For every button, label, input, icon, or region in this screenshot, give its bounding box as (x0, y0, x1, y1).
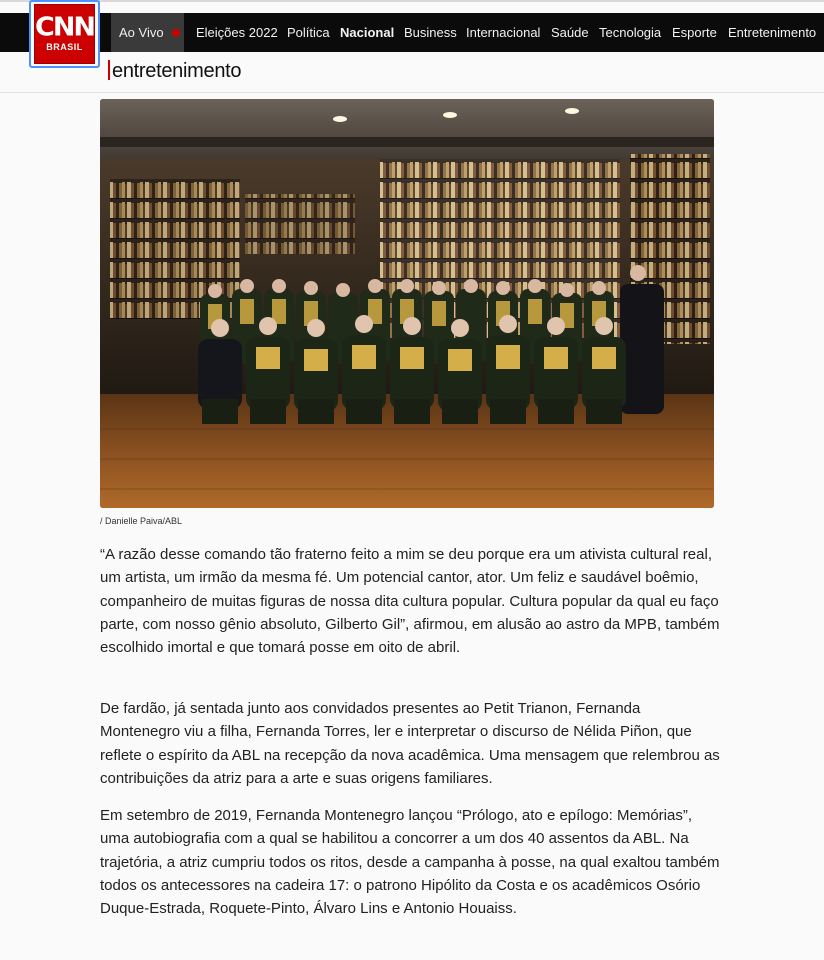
article-paragraph: “A razão desse comando tão fraterno feito a mim se deu porque era um ativista cultural real, um artista, um irmão da mesma fé. Um potencial cantor, ator. Um feliz e saudável boêmio, companheiro de muitas figuras de nossa dita cultura popular. Cultura popular da qual eu faço parte, com nosso gênio absoluto, Gilberto Gil”, afirmou, em alusão ao astro da MPB, também escolhido imortal e que tomará posse em oito de abril. (100, 546, 720, 657)
live-dot-icon (172, 29, 180, 37)
nav-item-entretenimento[interactable]: Entretenimento (728, 25, 817, 40)
top-navigation-bar (0, 13, 824, 52)
nav-item-eleicoes[interactable]: Eleições 2022 (196, 25, 278, 40)
logo-text: CNN (35, 12, 95, 43)
article-photo (100, 99, 714, 508)
nav-item-business[interactable]: Business (404, 25, 457, 40)
nav-item-saude[interactable]: Saúde (551, 25, 589, 40)
logo-mark (34, 4, 95, 64)
photo-credit: / Danielle Paiva/ABL (100, 516, 183, 526)
nav-item-nacional[interactable]: Nacional (340, 25, 395, 40)
section-title-text: entretenimento (112, 60, 242, 82)
nav-item-politica[interactable]: Política (287, 25, 330, 40)
nav-item-internacional[interactable]: Internacional (466, 25, 541, 40)
group-photo-image (100, 99, 714, 508)
article-paragraph: De fardão, já sentada junto aos convidados presentes ao Petit Trianon, Fernanda Montenegro viu a filha, Fernanda Torres, ler e interpretar o discurso de Nélida Piñon, que reflete o espírito da ABL na recepção da nova acadêmica. Uma mensagem que relembrou as contribuições da atriz para a arte e suas origens familiares. (100, 700, 720, 787)
live-label: Ao Vivo (119, 25, 164, 40)
live-link[interactable] (111, 13, 184, 52)
cnn-brasil-logo[interactable] (29, 0, 100, 68)
nav-item-esporte[interactable]: Esporte (672, 25, 717, 40)
section-title[interactable] (108, 60, 241, 83)
section-accent-bar (108, 60, 110, 80)
logo-subtext: BRASIL (46, 42, 83, 52)
top-border (0, 0, 824, 2)
article-paragraph: Em setembro de 2019, Fernanda Montenegro lançou “Prólogo, ato e epílogo: Memórias”, uma autobiografia com a qual se habilitou a concorrer a um dos 40 assentos da ABL. Na trajetória, a atriz cumpriu todos os ritos, desde a campanha à posse, na qual exaltou também todos os antecessores na cadeira 17: o patrono Hipólito da Costa e os acadêmicos Osório Duque-Estrada, Roquete-Pinto, Álvaro Lins e Antonio Houaiss. (100, 807, 720, 918)
header-divider (0, 92, 824, 93)
nav-item-tecnologia[interactable]: Tecnologia (599, 25, 662, 40)
